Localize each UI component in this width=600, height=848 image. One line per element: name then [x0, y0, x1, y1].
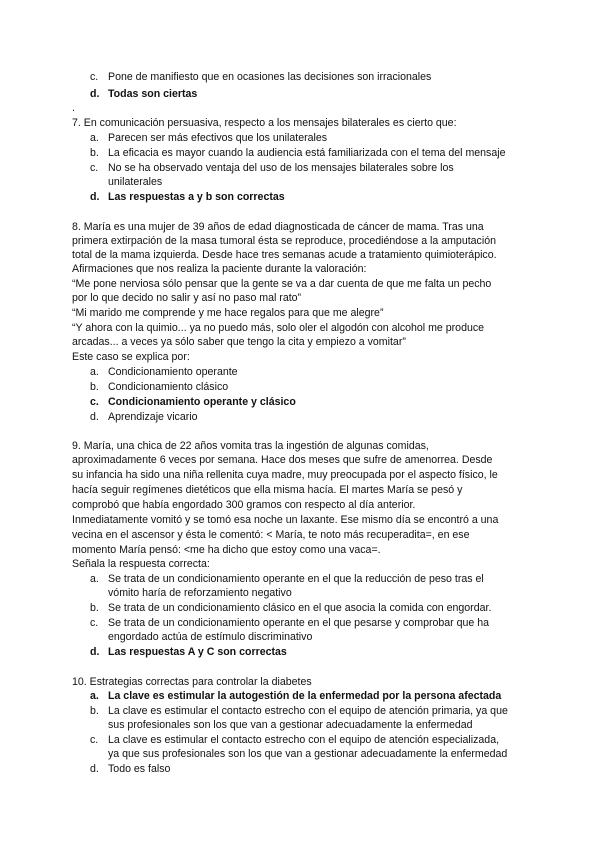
q10-option-d-marker: d. — [90, 763, 99, 775]
q9-option-a-line1: Se trata de un condicionamiento operante en el que la reducción de peso tras el — [108, 573, 484, 585]
q9-option-c-line2: engordado actúa de estímulo discriminativo — [108, 631, 313, 643]
q9-stem-line8: momento María pensó: <me ha dicho que estoy como una vaca=. — [72, 544, 381, 556]
q9-stem-line1: 9. María, una chica de 22 años vomita tras la ingestión de algunas comidas, — [72, 440, 429, 452]
q9-option-b: Se trata de un condicionamiento clásico en el que asocia la comida con engordar. — [108, 602, 492, 614]
q7-stem: 7. En comunicación persuasiva, respecto a los mensajes bilaterales es cierto que: — [72, 117, 457, 129]
q10-option-a-marker: a. — [90, 690, 99, 702]
q8-stem-line10: Este caso se explica por: — [72, 351, 190, 363]
q8-stem-line7: “Mi marido me comprende y me hace regalos para que me alegre” — [72, 307, 384, 319]
q8-option-c-marker: c. — [90, 396, 99, 408]
q10-option-c-line1: La clave es estimular el contacto estrecho con el equipo de atención especializada, — [108, 734, 500, 746]
q8-option-a-marker: a. — [90, 366, 99, 378]
q7-option-c-line1: No se ha observado ventaja del uso de los mensajes bilaterales sobre los — [108, 162, 454, 174]
q9-option-d-marker: d. — [90, 646, 100, 658]
q10-option-b-line2: sus profesionales son los que van a gestionar adecuadamente la enfermedad — [108, 719, 473, 731]
q9-option-a-marker: a. — [90, 573, 99, 585]
q7-option-d-correct: Las respuestas a y b son correctas — [108, 191, 285, 203]
q9-stem-line4: hacía seguir regímenes dietéticos que ella misma hacía. El martes María se pesó y — [72, 484, 463, 496]
q10-option-c-marker: c. — [90, 734, 99, 746]
q6-option-c: Pone de manifiesto que en ocasiones las decisiones son irracionales — [108, 71, 432, 83]
q9-stem-line6: Inmediatamente vomitó y se tomó esa noche un laxante. Ese mismo día se encontró a una — [72, 514, 499, 526]
q7-option-b-marker: b. — [90, 147, 99, 159]
q7-option-d-marker: d. — [90, 191, 100, 203]
q6-option-c-marker: c. — [90, 71, 99, 83]
q8-stem-line9: arcadas... a veces ya sólo saber que tengo la cita y empiezo a vomitar” — [72, 336, 406, 348]
q10-stem: 10. Estrategias correctas para controlar la diabetes — [72, 676, 312, 688]
q8-stem-line6: por lo que decido no salir y así no paso mal rato” — [72, 292, 302, 304]
q7-option-b: La eficacia es mayor cuando la audiencia está familiarizada con el tema del mensaje — [108, 147, 506, 159]
q7-option-a: Parecen ser más efectivos que los unilaterales — [108, 132, 328, 144]
q9-option-b-marker: b. — [90, 602, 99, 614]
q8-stem-line5: “Me pone nerviosa sólo pensar que la gente se va a dar cuenta de que me falta un pecho — [72, 278, 492, 290]
q10-option-b-marker: b. — [90, 705, 99, 717]
q9-stem-line3: su infancia ha sido una niña rellenita cuya madre, muy preocupada por el aspecto físico, le — [72, 469, 498, 481]
q9-stem-line9: Señala la respuesta correcta: — [72, 558, 210, 570]
q7-option-c-line2: unilaterales — [108, 176, 163, 188]
q9-option-c-marker: c. — [90, 617, 99, 629]
q6-option-d-marker: d. — [90, 88, 100, 100]
q9-option-d-correct: Las respuestas A y C son correctas — [108, 646, 287, 658]
q8-option-b: Condicionamiento clásico — [108, 381, 229, 393]
q9-stem-line5: comprobó que había engordado 300 gramos con respecto al día anterior. — [72, 499, 416, 511]
q10-option-d: Todo es falso — [108, 763, 171, 775]
q8-option-b-marker: b. — [90, 381, 99, 393]
q8-option-d-marker: d. — [90, 411, 99, 423]
q8-stem-line1: 8. María es una mujer de 39 años de edad diagnosticada de cáncer de mama. Tras una — [72, 221, 484, 233]
q9-option-c-line1: Se trata de un condicionamiento operante en el que pesarse y comprobar que ha — [108, 617, 490, 629]
q8-option-c-correct: Condicionamiento operante y clásico — [108, 396, 296, 408]
q10-option-c-line2: ya que sus profesionales son los que van a gestionar adecuadamente la enfermedad — [108, 748, 508, 760]
q10-option-b-line1: La clave es estimular el contacto estrecho con el equipo de atención primaria, ya que — [108, 705, 508, 717]
stray-dot: . — [72, 102, 75, 114]
q8-option-d: Aprendizaje vicario — [108, 411, 198, 423]
q8-stem-line4: Afirmaciones que nos realiza la paciente durante la valoración: — [72, 263, 367, 275]
q9-stem-line2: aproximadamente 6 veces por semana. Hace dos meses que sufre de amenorrea. Desde — [72, 454, 493, 466]
q8-stem-line8: “Y ahora con la quimio... ya no puedo más, solo oler el algodón con alcohol me produce — [72, 322, 485, 334]
q10-option-a-correct: La clave es estimular la autogestión de la enfermedad por la persona afectada — [108, 690, 502, 702]
q8-option-a: Condicionamiento operante — [108, 366, 238, 378]
q9-stem-line7: vecina en el ascensor y ésta le comentó: < María, te noto más recuperadita=, en ese — [72, 529, 470, 541]
q8-stem-line3: total de la mama izquierda. Desde hace tres semanas acude a tratamiento quimioterápico. — [72, 249, 497, 261]
q6-option-d-correct: Todas son ciertas — [108, 88, 198, 100]
q7-option-c-marker: c. — [90, 162, 99, 174]
q7-option-a-marker: a. — [90, 132, 99, 144]
q9-option-a-line2: vómito haría de reforzamiento negativo — [108, 587, 292, 599]
q8-stem-line2: primera extirpación de la masa tumoral ésta se reproduce, procediéndose a la amputación — [72, 235, 496, 247]
